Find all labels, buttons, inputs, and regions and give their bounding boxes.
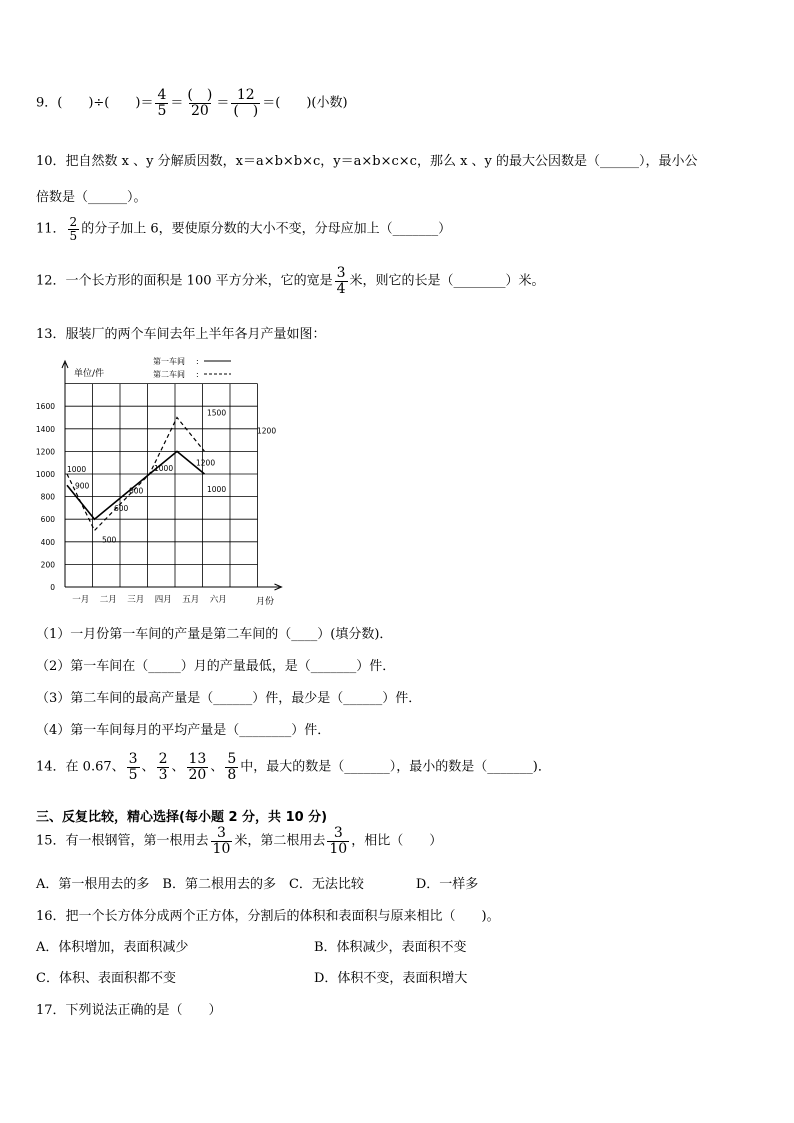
fraction: $\frac{3}{5}$ <box>128 751 138 783</box>
data-label: 1200 <box>196 458 216 468</box>
question-15: 15．有一根钢管，第一根用去 $\frac{3}{10}$ 米，第二根用去 $\frac{3}{10}$ ，相比（ ） <box>36 825 443 857</box>
y-tick-label: 1000 <box>36 470 55 479</box>
x-tick-label: 四月 <box>154 595 172 605</box>
legend-colon: : <box>196 357 199 366</box>
x-tick-label: 二月 <box>99 595 117 605</box>
data-label: 1000 <box>154 464 174 473</box>
question-12: 12．一个长方形的面积是 100 平方分米，它的宽是 $\frac{3}{4}$ 米，则它的长是（________）米。 <box>36 265 545 297</box>
question-17: 17．下列说法正确的是（ ） <box>36 1003 222 1018</box>
chart-grid <box>62 361 282 590</box>
question-16-option-d: D．体积不变，表面积增大 <box>314 971 468 986</box>
y-tick-label: 400 <box>40 537 55 547</box>
data-label: 500 <box>102 535 117 545</box>
y-tick-label: 800 <box>40 492 55 502</box>
data-label: 1500 <box>207 408 227 418</box>
data-label: 600 <box>114 504 129 514</box>
question-15-options: A．第一根用去的多 B．第二根用去的多 C．无法比较 D．一样多 <box>36 877 479 892</box>
fraction: $\frac{( )}{20}$ <box>187 87 213 119</box>
fraction: $\frac{5}{8}$ <box>227 751 237 783</box>
legend-colon: : <box>196 370 199 379</box>
data-label: 1000 <box>207 485 227 494</box>
data-label: 900 <box>75 481 90 491</box>
q9-prefix: 9．( )÷( )＝ <box>36 95 154 111</box>
question-9: 9．( )÷( )＝ $\frac{4}{5}$ ＝ $\frac{( )}{20}$ ＝ $\frac{12}{( )}$ ＝( )(小数) <box>36 87 348 119</box>
question-11: 11． $\frac{2}{5}$ 的分子加上 6，要使原分数的大小不变，分母应加上（_______） <box>36 215 452 243</box>
question-13-sub1: （1）一月份第一车间的产量是第二车间的（____）(填分数)． <box>36 627 393 642</box>
data-label: 800 <box>129 486 144 496</box>
section-3-heading: 三、反复比较，精心选择(每小题 2 分，共 10 分) <box>36 810 328 825</box>
fraction: $\frac{3}{4}$ <box>336 265 346 297</box>
y-tick-label: 1400 <box>36 424 55 434</box>
y-tick-label: 1600 <box>36 402 55 412</box>
x-tick-label: 五月 <box>182 595 200 605</box>
y-tick-label: 200 <box>40 560 55 570</box>
question-14: 14．在 0.67、 $\frac{3}{5}$ 、 $\frac{2}{3}$ 、 $\frac{13}{20}$ 、 $\frac{5}{8}$ 中，最大的数是（_______），最小的数是（_______)． <box>36 751 551 783</box>
question-10-line2: 倍数是（______）。 <box>36 190 147 205</box>
fraction: $\frac{13}{20}$ <box>188 751 207 783</box>
question-16-option-c: C．体积、表面积都不变 <box>36 971 176 986</box>
question-16-option-b: B．体积减少，表面积不变 <box>314 940 467 955</box>
fraction: $\frac{3}{10}$ <box>329 825 348 857</box>
fraction: $\frac{3}{10}$ <box>212 825 231 857</box>
x-tick-label: 三月 <box>127 595 145 605</box>
fraction: $\frac{4}{5}$ <box>157 87 167 119</box>
y-axis-ticks <box>36 402 55 592</box>
question-13-sub4: （4）第一车间每月的平均产量是（________）件． <box>36 723 331 738</box>
production-line-chart <box>36 355 286 610</box>
question-13-stem: 13．服装厂的两个车间去年上半年各月产量如图： <box>36 327 326 342</box>
y-tick-label: 1200 <box>36 447 55 457</box>
x-axis-ticks <box>72 594 227 605</box>
legend-label-series2: 第二车间 <box>153 370 185 379</box>
question-13-sub3: （3）第二车间的最高产量是（______）件，最少是（______）件． <box>36 691 422 706</box>
fraction: $\frac{2}{5}$ <box>69 215 78 243</box>
question-16-stem: 16．把一个长方体分成两个正方体，分割后的体积和表面积与原来相比（ )。 <box>36 909 500 924</box>
question-10-line1: 10．把自然数 x 、y 分解质因数，x＝a×b×b×c，y＝a×b×c×c，那么 x 、y 的最大公因数是（______），最小公 <box>36 154 698 169</box>
y-axis-label: 单位/件 <box>74 369 105 379</box>
data-label: 1200 <box>257 426 277 436</box>
x-axis-label: 月份 <box>256 597 275 607</box>
x-tick-label: 六月 <box>209 595 227 605</box>
x-tick-label: 一月 <box>72 595 90 605</box>
y-tick-label: 600 <box>40 515 55 525</box>
fraction: $\frac{12}{( )}$ <box>233 87 259 119</box>
data-label: 1000 <box>67 465 87 474</box>
question-13-sub2: （2）第一车间在（_____）月的产量最低，是（_______）件． <box>36 659 396 674</box>
y-tick-label: 0 <box>50 583 55 592</box>
question-16-option-a: A．体积增加，表面积减少 <box>36 940 189 955</box>
legend-label-series1: 第一车间 <box>153 357 185 366</box>
fraction: $\frac{2}{3}$ <box>158 751 168 783</box>
